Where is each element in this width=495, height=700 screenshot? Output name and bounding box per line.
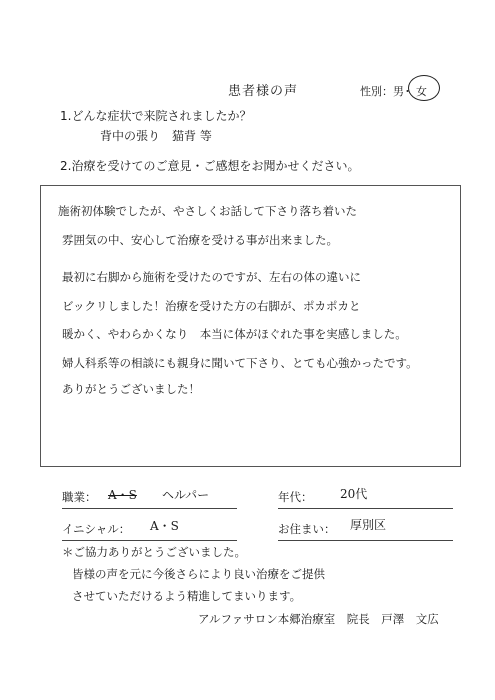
age-underline	[278, 508, 453, 509]
sex-female-option: 女	[416, 85, 427, 98]
comment-line-6: 婦人科系等の相談にも親身に聞いて下さり、とても心強かったです。	[62, 356, 418, 370]
comment-line-7: ありがとうございました！	[62, 382, 200, 396]
footer-line-2: させていただけるよう精進してまいります。	[72, 589, 302, 603]
question-2: 2.治療を受けてのご意見・ご感想をお聞かせください。	[60, 159, 360, 173]
residence-label: お住まい：	[278, 522, 336, 536]
residence-underline	[278, 540, 453, 541]
comment-line-1: 施術初体験でしたが、やさしくお話して下さり落ち着いた	[58, 204, 357, 218]
comment-line-4: ビックリしました！治療を受けた方の右脚が、ポカポカと	[62, 299, 361, 313]
initials-value: A・S	[150, 519, 179, 533]
clinic-signature: アルファサロン本郷治療室 院長 戸澤 文広	[198, 612, 439, 626]
footer-line-1: 皆様の声を元に今後さらにより良い治療をご提供	[72, 567, 325, 581]
thanks-note: ＊ご協力ありがとうございました。	[62, 545, 246, 559]
occupation-struck-text: A・S	[108, 488, 137, 502]
residence-value: 厚別区	[350, 518, 387, 532]
age-label: 年代：	[278, 490, 313, 504]
age-value: 20代	[340, 487, 368, 501]
occupation-label: 職業：	[62, 490, 97, 504]
comment-line-5: 暖かく、やわらかくなり 本当に体がほぐれた事を実感しました。	[62, 327, 407, 341]
sex-separator: ・	[402, 85, 413, 98]
comment-box	[40, 185, 461, 467]
initials-label: イニシャル：	[62, 522, 131, 536]
page-title: 患者様の声	[228, 84, 299, 99]
sex-selection-circle	[408, 75, 440, 101]
question-1: 1.どんな症状で来院されましたか？	[60, 109, 252, 123]
answer-1-handwritten: 背中の張り 猫背 等	[100, 129, 212, 143]
comment-line-3: 最初に右脚から施術を受けたのですが、左右の体の違いに	[62, 270, 361, 284]
occupation-underline	[62, 508, 237, 509]
occupation-value: ヘルパー	[162, 488, 210, 502]
initials-underline	[62, 540, 237, 541]
comment-line-2: 雰囲気の中、安心して治療を受ける事が出来ました。	[62, 233, 338, 247]
sex-label: 性別：男	[360, 85, 404, 98]
